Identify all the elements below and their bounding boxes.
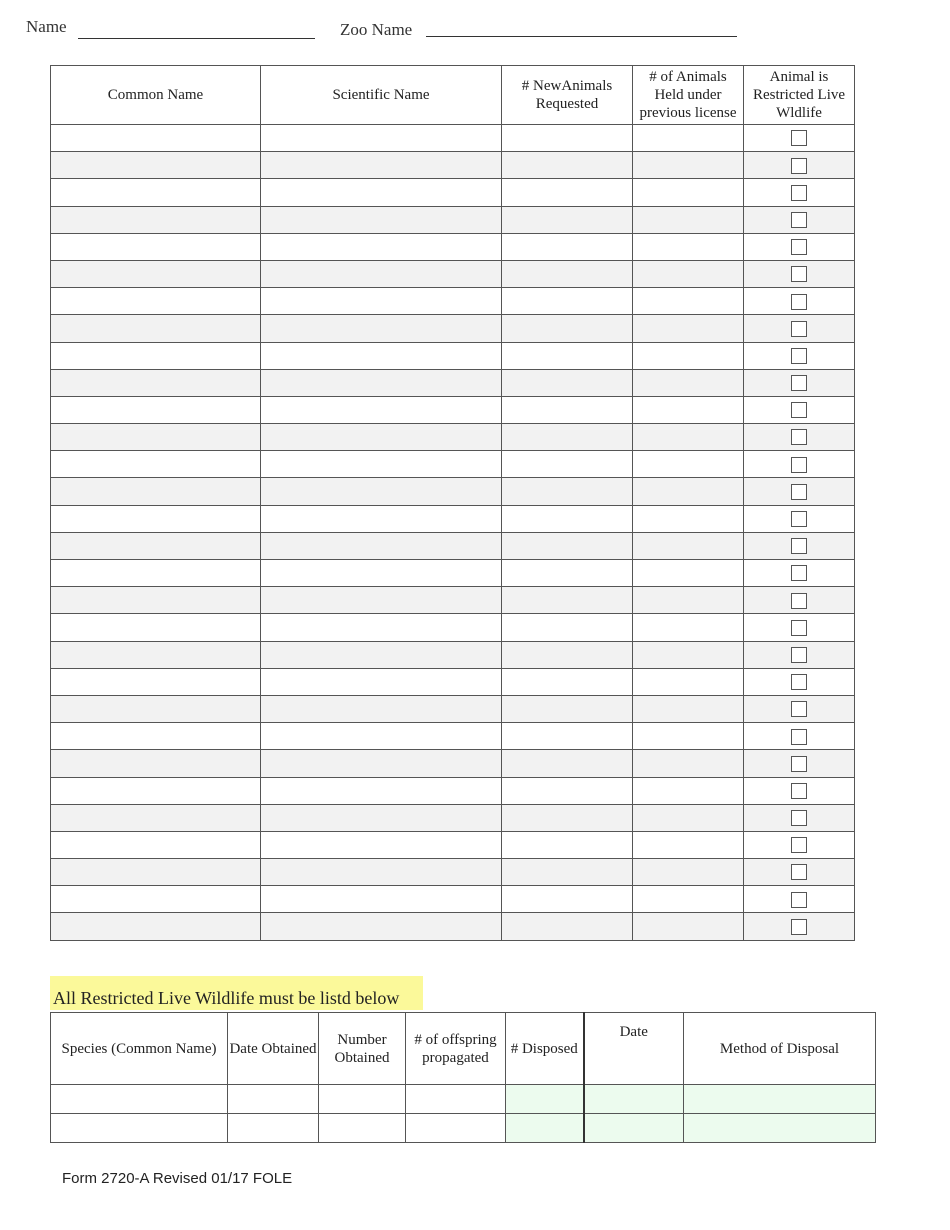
scientific-name-cell[interactable] bbox=[261, 233, 502, 260]
table-row bbox=[51, 859, 855, 886]
restricted-wildlife-checkbox[interactable] bbox=[791, 130, 807, 146]
animals-held-cell[interactable] bbox=[633, 587, 744, 614]
new-animals-cell[interactable] bbox=[502, 396, 633, 423]
table-row bbox=[51, 560, 855, 587]
column-header-common-name: Common Name bbox=[51, 66, 261, 125]
restricted-wildlife-checkbox[interactable] bbox=[791, 429, 807, 445]
restricted-wildlife-checkbox[interactable] bbox=[791, 593, 807, 609]
column-header-offspring: # of offspring propagated bbox=[406, 1013, 506, 1085]
restricted-wildlife-checkbox[interactable] bbox=[791, 674, 807, 690]
new-animals-cell[interactable] bbox=[502, 233, 633, 260]
restricted-checkbox-cell bbox=[744, 179, 855, 206]
animals-held-cell[interactable] bbox=[633, 288, 744, 315]
animals-held-cell[interactable] bbox=[633, 233, 744, 260]
common-name-cell[interactable] bbox=[51, 614, 261, 641]
restricted-checkbox-cell bbox=[744, 342, 855, 369]
restricted-wildlife-checkbox[interactable] bbox=[791, 701, 807, 717]
new-animals-cell[interactable] bbox=[502, 369, 633, 396]
table-row bbox=[51, 125, 855, 152]
animals-held-cell[interactable] bbox=[633, 723, 744, 750]
animals-held-cell[interactable] bbox=[633, 424, 744, 451]
new-animals-cell[interactable] bbox=[502, 560, 633, 587]
column-header-method-of-disposal: Method of Disposal bbox=[684, 1013, 876, 1085]
common-name-cell[interactable] bbox=[51, 560, 261, 587]
scientific-name-cell[interactable] bbox=[261, 777, 502, 804]
animals-held-cell[interactable] bbox=[633, 804, 744, 831]
new-animals-cell[interactable] bbox=[502, 152, 633, 179]
common-name-cell[interactable] bbox=[51, 233, 261, 260]
restricted-row bbox=[51, 1114, 876, 1143]
common-name-cell[interactable] bbox=[51, 505, 261, 532]
new-animals-cell[interactable] bbox=[502, 260, 633, 287]
animals-held-cell[interactable] bbox=[633, 125, 744, 152]
date-obtained-cell[interactable] bbox=[228, 1085, 319, 1114]
restricted-checkbox-cell bbox=[744, 424, 855, 451]
common-name-cell[interactable] bbox=[51, 831, 261, 858]
restricted-wildlife-checkbox[interactable] bbox=[791, 783, 807, 799]
restricted-row bbox=[51, 1085, 876, 1114]
table-row bbox=[51, 641, 855, 668]
scientific-name-cell[interactable] bbox=[261, 505, 502, 532]
column-header-new-animals-requested: # NewAnimals Requested bbox=[502, 66, 633, 125]
scientific-name-cell[interactable] bbox=[261, 886, 502, 913]
restricted-checkbox-cell bbox=[744, 125, 855, 152]
table-row bbox=[51, 179, 855, 206]
restricted-wildlife-checkbox[interactable] bbox=[791, 239, 807, 255]
new-animals-cell[interactable] bbox=[502, 614, 633, 641]
restricted-wildlife-checkbox[interactable] bbox=[791, 919, 807, 935]
new-animals-cell[interactable] bbox=[502, 695, 633, 722]
new-animals-cell[interactable] bbox=[502, 886, 633, 913]
scientific-name-cell[interactable] bbox=[261, 614, 502, 641]
table-row bbox=[51, 505, 855, 532]
new-animals-cell[interactable] bbox=[502, 668, 633, 695]
new-animals-cell[interactable] bbox=[502, 587, 633, 614]
common-name-cell[interactable] bbox=[51, 723, 261, 750]
new-animals-cell[interactable] bbox=[502, 424, 633, 451]
animals-held-cell[interactable] bbox=[633, 369, 744, 396]
animals-held-cell[interactable] bbox=[633, 695, 744, 722]
table-row bbox=[51, 723, 855, 750]
common-name-cell[interactable] bbox=[51, 668, 261, 695]
common-name-cell[interactable] bbox=[51, 125, 261, 152]
restricted-checkbox-cell bbox=[744, 505, 855, 532]
disposal-date-cell[interactable] bbox=[584, 1085, 684, 1114]
number-obtained-cell[interactable] bbox=[319, 1114, 406, 1143]
disposed-cell[interactable] bbox=[506, 1085, 584, 1114]
restricted-wildlife-checkbox[interactable] bbox=[791, 158, 807, 174]
species-cell[interactable] bbox=[51, 1114, 228, 1143]
form-identifier: Form 2720-A Revised 01/17 FOLE bbox=[62, 1170, 293, 1187]
animals-held-cell[interactable] bbox=[633, 532, 744, 559]
animals-held-cell[interactable] bbox=[633, 886, 744, 913]
restricted-checkbox-cell bbox=[744, 260, 855, 287]
restricted-wildlife-checkbox[interactable] bbox=[791, 212, 807, 228]
restricted-wildlife-checkbox[interactable] bbox=[791, 185, 807, 201]
species-cell[interactable] bbox=[51, 1085, 228, 1114]
restricted-checkbox-cell bbox=[744, 641, 855, 668]
new-animals-cell[interactable] bbox=[502, 288, 633, 315]
restricted-wildlife-checkbox[interactable] bbox=[791, 348, 807, 364]
table-row bbox=[51, 396, 855, 423]
restricted-checkbox-cell bbox=[744, 587, 855, 614]
animals-held-cell[interactable] bbox=[633, 451, 744, 478]
disposal-method-cell[interactable] bbox=[684, 1085, 876, 1114]
disposed-cell[interactable] bbox=[506, 1114, 584, 1143]
column-header-species: Species (Common Name) bbox=[51, 1013, 228, 1085]
common-name-cell[interactable] bbox=[51, 859, 261, 886]
table-row bbox=[51, 804, 855, 831]
common-name-cell[interactable] bbox=[51, 424, 261, 451]
restricted-checkbox-cell bbox=[744, 315, 855, 342]
name-field[interactable] bbox=[78, 38, 315, 39]
restricted-checkbox-cell bbox=[744, 369, 855, 396]
common-name-cell[interactable] bbox=[51, 396, 261, 423]
table-row bbox=[51, 886, 855, 913]
common-name-cell[interactable] bbox=[51, 913, 261, 940]
common-name-cell[interactable] bbox=[51, 342, 261, 369]
table-row bbox=[51, 777, 855, 804]
new-animals-cell[interactable] bbox=[502, 913, 633, 940]
common-name-cell[interactable] bbox=[51, 288, 261, 315]
table-row bbox=[51, 532, 855, 559]
scientific-name-cell[interactable] bbox=[261, 396, 502, 423]
restricted-checkbox-cell bbox=[744, 288, 855, 315]
new-animals-cell[interactable] bbox=[502, 478, 633, 505]
animals-held-cell[interactable] bbox=[633, 777, 744, 804]
scientific-name-cell[interactable] bbox=[261, 342, 502, 369]
new-animals-cell[interactable] bbox=[502, 641, 633, 668]
new-animals-cell[interactable] bbox=[502, 723, 633, 750]
animals-held-cell[interactable] bbox=[633, 260, 744, 287]
table-row bbox=[51, 478, 855, 505]
restricted-checkbox-cell bbox=[744, 668, 855, 695]
table-row bbox=[51, 668, 855, 695]
table-row bbox=[51, 614, 855, 641]
restricted-wildlife-checkbox[interactable] bbox=[791, 375, 807, 391]
restricted-wildlife-checkbox[interactable] bbox=[791, 647, 807, 663]
restricted-wildlife-checkbox[interactable] bbox=[791, 620, 807, 636]
table-row bbox=[51, 695, 855, 722]
scientific-name-cell[interactable] bbox=[261, 478, 502, 505]
restricted-checkbox-cell bbox=[744, 913, 855, 940]
column-header-disposed: # Disposed bbox=[506, 1013, 584, 1085]
restricted-wildlife-checkbox[interactable] bbox=[791, 864, 807, 880]
restricted-wildlife-checkbox[interactable] bbox=[791, 565, 807, 581]
restricted-wildlife-checkbox[interactable] bbox=[791, 321, 807, 337]
scientific-name-cell[interactable] bbox=[261, 587, 502, 614]
restricted-checkbox-cell bbox=[744, 750, 855, 777]
restricted-checkbox-cell bbox=[744, 532, 855, 559]
scientific-name-cell[interactable] bbox=[261, 424, 502, 451]
new-animals-cell[interactable] bbox=[502, 206, 633, 233]
scientific-name-cell[interactable] bbox=[261, 451, 502, 478]
scientific-name-cell[interactable] bbox=[261, 695, 502, 722]
restricted-wildlife-checkbox[interactable] bbox=[791, 729, 807, 745]
restricted-checkbox-cell bbox=[744, 152, 855, 179]
restricted-checkbox-cell bbox=[744, 478, 855, 505]
new-animals-cell[interactable] bbox=[502, 777, 633, 804]
table-header-row bbox=[51, 66, 855, 125]
animals-held-cell[interactable] bbox=[633, 396, 744, 423]
column-header-date: Date bbox=[584, 1013, 684, 1085]
scientific-name-cell[interactable] bbox=[261, 532, 502, 559]
table-row bbox=[51, 315, 855, 342]
scientific-name-cell[interactable] bbox=[261, 369, 502, 396]
table-row bbox=[51, 369, 855, 396]
new-animals-cell[interactable] bbox=[502, 831, 633, 858]
common-name-cell[interactable] bbox=[51, 777, 261, 804]
new-animals-cell[interactable] bbox=[502, 505, 633, 532]
restricted-checkbox-cell bbox=[744, 396, 855, 423]
restricted-wildlife-checkbox[interactable] bbox=[791, 511, 807, 527]
animals-held-cell[interactable] bbox=[633, 750, 744, 777]
restricted-checkbox-cell bbox=[744, 451, 855, 478]
table-row bbox=[51, 424, 855, 451]
restricted-checkbox-cell bbox=[744, 886, 855, 913]
restricted-checkbox-cell bbox=[744, 831, 855, 858]
disposal-method-cell[interactable] bbox=[684, 1114, 876, 1143]
new-animals-cell[interactable] bbox=[502, 179, 633, 206]
animal-inventory-table bbox=[50, 65, 855, 941]
new-animals-cell[interactable] bbox=[502, 125, 633, 152]
table-row bbox=[51, 152, 855, 179]
common-name-cell[interactable] bbox=[51, 260, 261, 287]
restricted-wildlife-checkbox[interactable] bbox=[791, 294, 807, 310]
animals-held-cell[interactable] bbox=[633, 614, 744, 641]
animals-held-cell[interactable] bbox=[633, 560, 744, 587]
common-name-cell[interactable] bbox=[51, 206, 261, 233]
table-row bbox=[51, 587, 855, 614]
scientific-name-cell[interactable] bbox=[261, 125, 502, 152]
animals-held-cell[interactable] bbox=[633, 831, 744, 858]
table-row bbox=[51, 206, 855, 233]
table-row bbox=[51, 342, 855, 369]
restricted-wildlife-checkbox[interactable] bbox=[791, 457, 807, 473]
restricted-wildlife-checkbox[interactable] bbox=[791, 538, 807, 554]
scientific-name-cell[interactable] bbox=[261, 804, 502, 831]
number-obtained-cell[interactable] bbox=[319, 1085, 406, 1114]
table-row bbox=[51, 288, 855, 315]
table-row bbox=[51, 451, 855, 478]
table-row bbox=[51, 913, 855, 940]
restricted-wildlife-checkbox[interactable] bbox=[791, 266, 807, 282]
scientific-name-cell[interactable] bbox=[261, 560, 502, 587]
scientific-name-cell[interactable] bbox=[261, 831, 502, 858]
animals-held-cell[interactable] bbox=[633, 206, 744, 233]
restricted-wildlife-note: All Restricted Live Wildlife must be listd below bbox=[50, 976, 423, 1010]
animals-held-cell[interactable] bbox=[633, 641, 744, 668]
table-row bbox=[51, 233, 855, 260]
common-name-cell[interactable] bbox=[51, 179, 261, 206]
restricted-checkbox-cell bbox=[744, 723, 855, 750]
common-name-cell[interactable] bbox=[51, 804, 261, 831]
new-animals-cell[interactable] bbox=[502, 532, 633, 559]
animals-held-cell[interactable] bbox=[633, 179, 744, 206]
common-name-cell[interactable] bbox=[51, 641, 261, 668]
date-obtained-cell[interactable] bbox=[228, 1114, 319, 1143]
restricted-checkbox-cell bbox=[744, 804, 855, 831]
restricted-wildlife-checkbox[interactable] bbox=[791, 892, 807, 908]
animals-held-cell[interactable] bbox=[633, 478, 744, 505]
scientific-name-cell[interactable] bbox=[261, 260, 502, 287]
scientific-name-cell[interactable] bbox=[261, 152, 502, 179]
new-animals-cell[interactable] bbox=[502, 750, 633, 777]
restricted-checkbox-cell bbox=[744, 695, 855, 722]
animals-held-cell[interactable] bbox=[633, 152, 744, 179]
common-name-cell[interactable] bbox=[51, 478, 261, 505]
restricted-wildlife-checkbox[interactable] bbox=[791, 484, 807, 500]
column-header-animals-held: # of Animals Held under previous license bbox=[633, 66, 744, 125]
restricted-checkbox-cell bbox=[744, 233, 855, 260]
scientific-name-cell[interactable] bbox=[261, 668, 502, 695]
common-name-cell[interactable] bbox=[51, 587, 261, 614]
restricted-checkbox-cell bbox=[744, 859, 855, 886]
restricted-wildlife-checkbox[interactable] bbox=[791, 837, 807, 853]
animals-held-cell[interactable] bbox=[633, 505, 744, 532]
restricted-header-row bbox=[51, 1013, 876, 1085]
scientific-name-cell[interactable] bbox=[261, 723, 502, 750]
new-animals-cell[interactable] bbox=[502, 804, 633, 831]
scientific-name-cell[interactable] bbox=[261, 206, 502, 233]
restricted-checkbox-cell bbox=[744, 777, 855, 804]
animals-held-cell[interactable] bbox=[633, 315, 744, 342]
column-header-restricted-wildlife: Animal is Restricted Live Wldlife bbox=[744, 66, 855, 125]
new-animals-cell[interactable] bbox=[502, 315, 633, 342]
scientific-name-cell[interactable] bbox=[261, 859, 502, 886]
animals-held-cell[interactable] bbox=[633, 913, 744, 940]
scientific-name-cell[interactable] bbox=[261, 913, 502, 940]
common-name-cell[interactable] bbox=[51, 886, 261, 913]
common-name-cell[interactable] bbox=[51, 152, 261, 179]
common-name-cell[interactable] bbox=[51, 750, 261, 777]
new-animals-cell[interactable] bbox=[502, 342, 633, 369]
zoo-name-label: Zoo Name bbox=[340, 20, 413, 39]
new-animals-cell[interactable] bbox=[502, 859, 633, 886]
common-name-cell[interactable] bbox=[51, 451, 261, 478]
animals-held-cell[interactable] bbox=[633, 668, 744, 695]
column-header-scientific-name: Scientific Name bbox=[261, 66, 502, 125]
offspring-cell[interactable] bbox=[406, 1085, 506, 1114]
common-name-cell[interactable] bbox=[51, 695, 261, 722]
name-label: Name bbox=[26, 17, 67, 36]
zoo-name-field[interactable] bbox=[426, 36, 737, 37]
common-name-cell[interactable] bbox=[51, 369, 261, 396]
new-animals-cell[interactable] bbox=[502, 451, 633, 478]
common-name-cell[interactable] bbox=[51, 532, 261, 559]
scientific-name-cell[interactable] bbox=[261, 179, 502, 206]
column-header-number-obtained: Number Obtained bbox=[319, 1013, 406, 1085]
scientific-name-cell[interactable] bbox=[261, 315, 502, 342]
offspring-cell[interactable] bbox=[406, 1114, 506, 1143]
animals-held-cell[interactable] bbox=[633, 342, 744, 369]
restricted-wildlife-table bbox=[50, 1012, 876, 1143]
scientific-name-cell[interactable] bbox=[261, 641, 502, 668]
scientific-name-cell[interactable] bbox=[261, 750, 502, 777]
table-row bbox=[51, 260, 855, 287]
restricted-checkbox-cell bbox=[744, 614, 855, 641]
common-name-cell[interactable] bbox=[51, 315, 261, 342]
restricted-wildlife-checkbox[interactable] bbox=[791, 810, 807, 826]
restricted-checkbox-cell bbox=[744, 206, 855, 233]
animals-held-cell[interactable] bbox=[633, 859, 744, 886]
table-row bbox=[51, 750, 855, 777]
table-row bbox=[51, 831, 855, 858]
disposal-date-cell[interactable] bbox=[584, 1114, 684, 1143]
restricted-wildlife-checkbox[interactable] bbox=[791, 402, 807, 418]
column-header-date-obtained: Date Obtained bbox=[228, 1013, 319, 1085]
scientific-name-cell[interactable] bbox=[261, 288, 502, 315]
restricted-wildlife-checkbox[interactable] bbox=[791, 756, 807, 772]
restricted-checkbox-cell bbox=[744, 560, 855, 587]
